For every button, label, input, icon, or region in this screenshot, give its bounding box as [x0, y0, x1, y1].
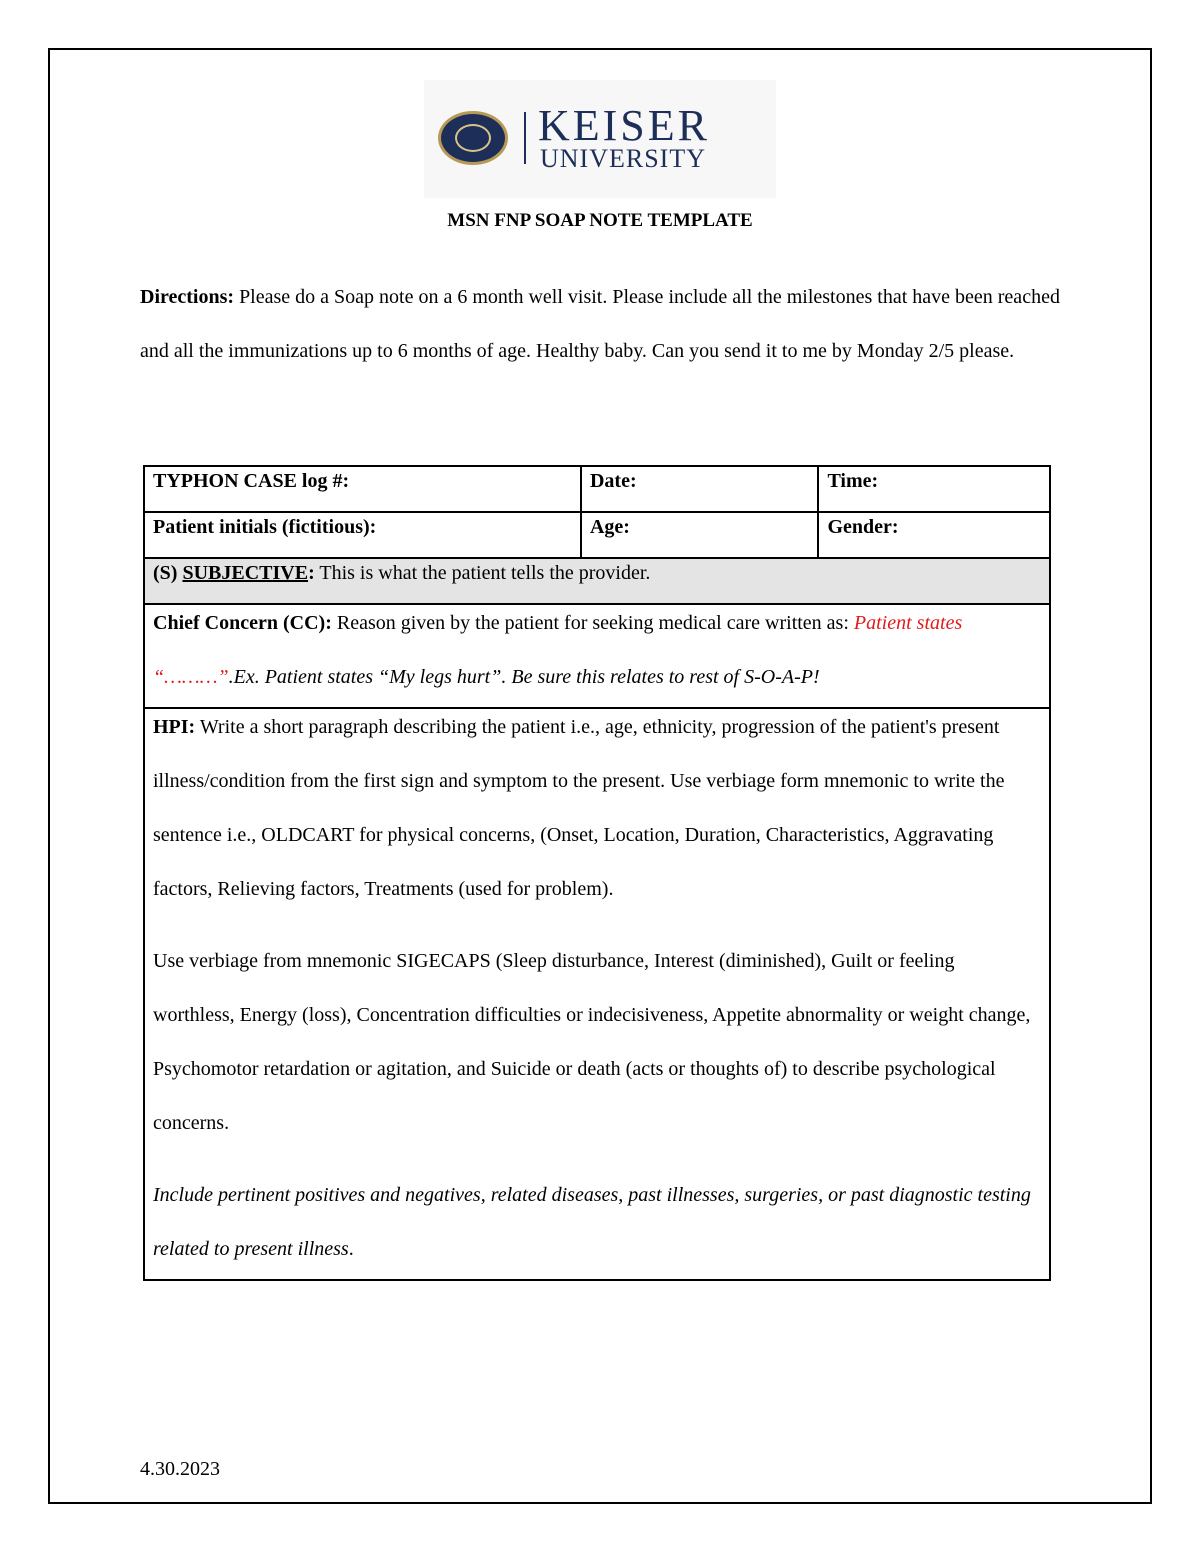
case-log-table: [143, 465, 1051, 1281]
table-row: [144, 466, 1050, 512]
chief-concern-text: Reason given by the patient for seeking medical care written as:: [331, 612, 854, 634]
chief-concern-label: Chief Concern (CC):: [153, 612, 332, 634]
directions-label: Directions:: [140, 286, 235, 308]
age-cell[interactable]: Age:: [581, 512, 818, 558]
logo-word-keiser: KEISER: [538, 101, 710, 150]
page-title: MSN FNP SOAP NOTE TEMPLATE: [447, 210, 753, 231]
chief-concern-cell[interactable]: [144, 604, 1050, 708]
directions-text: Please do a Soap note on a 6 month well visit. Please include all the milestones that have been reached and all the immunizations up to 6 months of age. Healthy baby. Can you send it to me by Monday 2/5 please.: [140, 286, 1060, 362]
hpi-paragraph-2: Use verbiage from mnemonic SIGECAPS (Sleep disturbance, Interest (diminished), Guilt or feeling worthless, Energy (loss), Concentration difficulties or indecisiveness, Appetite abnormality or weight change, Psychomotor retardation or agitation, and Suicide or death (acts or thoughts of) to describe psychological concerns.: [153, 950, 1031, 1134]
hpi-paragraph-3: [153, 1168, 1041, 1276]
footer-date: 4.30.2023: [140, 1458, 220, 1480]
logo-word-university: UNIVERSITY: [540, 144, 706, 173]
subjective-text: This is what the patient tells the provider.: [314, 562, 651, 584]
case-log-cell[interactable]: TYPHON CASE log #:: [144, 466, 581, 512]
hpi-cell[interactable]: [144, 708, 1050, 1280]
subjective-colon: :: [308, 562, 315, 584]
chief-concern-example: .Ex. Patient states “My legs hurt”. Be sure this relates to rest of S-O-A-P!: [228, 666, 820, 688]
time-cell[interactable]: Time:: [818, 466, 1050, 512]
hpi-row: [144, 708, 1050, 1280]
hpi-text-3: Include pertinent positives and negatives, related diseases, past illnesses, surgeries, or past diagnostic testing related to present illness: [153, 1184, 1031, 1260]
subjective-prefix: (S): [153, 562, 183, 584]
hpi-text-1: Write a short paragraph describing the patient i.e., age, ethnicity, progression of the patient's present illness/condition from the first sign and symptom to the present. Use verbiage form mnemonic to write the sentence i.e., OLDCART for physical concerns, (Onset, Location, Duration, Characteristics, Aggravating factors, Relieving factors, Treatments (used for problem).: [153, 716, 1005, 900]
logo-divider: [524, 112, 526, 164]
hpi-paragraph-1: [153, 700, 1041, 916]
directions-paragraph: [140, 270, 1070, 378]
chief-concern-row: [144, 604, 1050, 708]
keiser-university-logo: [424, 80, 776, 198]
table-row: [144, 512, 1050, 558]
university-seal-icon: [438, 111, 508, 165]
chief-concern-example-red: Patient states “………”: [153, 612, 963, 688]
hpi-label: HPI:: [153, 716, 196, 738]
date-cell[interactable]: Date:: [581, 466, 818, 512]
gender-cell[interactable]: Gender:: [818, 512, 1050, 558]
patient-initials-cell[interactable]: Patient initials (fictitious):: [144, 512, 581, 558]
subjective-label: SUBJECTIVE: [182, 562, 309, 584]
hpi-text-3-end: .: [348, 1238, 354, 1260]
